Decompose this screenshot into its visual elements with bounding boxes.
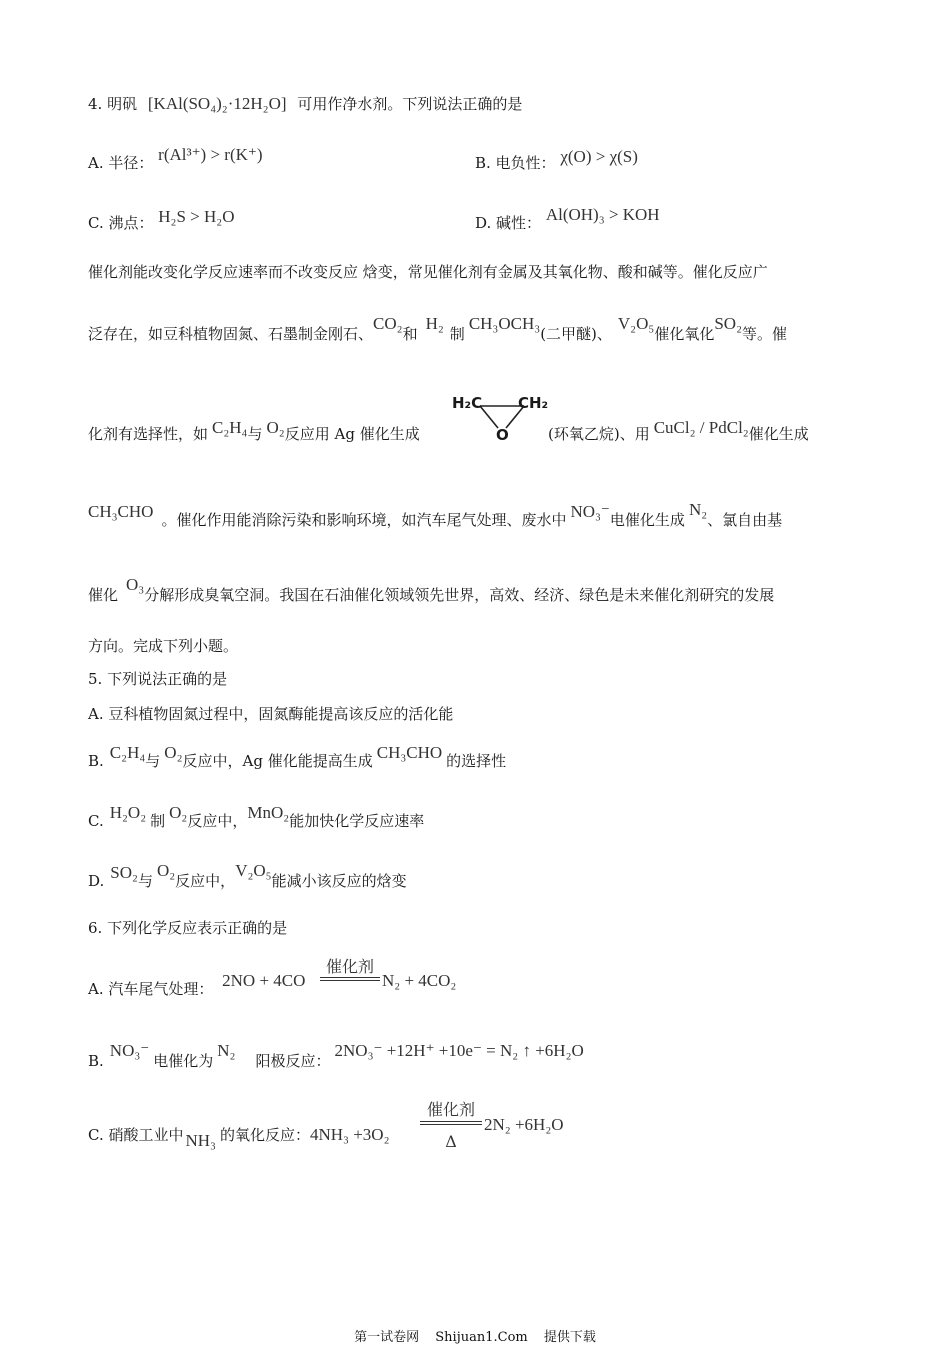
text: 阳极反应： — [255, 1052, 331, 1070]
text: 催化氧化 — [654, 325, 715, 343]
q4-stem-suffix: 可用作净水剂。下列说法正确的是 — [297, 95, 523, 113]
epoxide-right-label: CH₂ — [518, 394, 549, 412]
text: 和 — [402, 325, 418, 343]
formula-o3: O₃ — [126, 575, 145, 594]
text: (二甲醚)、 — [540, 325, 612, 343]
option-label: C. — [88, 812, 104, 830]
q6-c-heat-label: Δ — [445, 1132, 457, 1151]
epoxide-oxygen-label: O — [496, 426, 509, 444]
text: 反应用 Ag 催化生成 — [284, 425, 420, 443]
formula-v2o5: V₂O₅ — [235, 861, 272, 880]
q5-option-a[interactable]: A. 豆科植物固氮过程中，固氮酶能提高该反应的活化能 — [88, 705, 454, 723]
formula-n2: N₂ — [217, 1041, 236, 1060]
q4-option-d[interactable] — [475, 205, 660, 233]
formula-ch3cho: CH₃CHO — [376, 743, 443, 762]
option-expr: Al(OH)₃ > KOH — [545, 205, 660, 224]
epoxide-structure — [452, 394, 552, 444]
equation-left: 2NO + 4CO — [222, 971, 306, 990]
formula-no3: NO₃⁻ — [109, 1041, 150, 1060]
passage-line-3 — [88, 418, 420, 444]
formula-cucl2-pdcl2: CuCl₂ / PdCl₂ — [653, 418, 749, 437]
option-expr: r(Al³⁺) > r(K⁺) — [158, 145, 263, 164]
text: 能减小该反应的焓变 — [271, 872, 407, 890]
option-expr: H₂S > H₂O — [158, 207, 235, 226]
equation-left: 4NH₃ +3O₂ — [309, 1125, 390, 1144]
passage-line-6: 方向。完成下列小题。 — [88, 637, 239, 655]
formula-co2: CO₂ — [373, 314, 403, 333]
text: 的选择性 — [446, 752, 507, 770]
formula-nh3: NH₃ — [185, 1131, 216, 1150]
formula-h2: H₂ — [425, 314, 444, 333]
q6-a-catalyst-label: 催化剂 — [325, 957, 374, 976]
text: 与 — [145, 752, 161, 770]
q6-c-catalyst-label: 催化剂 — [426, 1100, 475, 1119]
text: 泛存在，如豆科植物固氮、石墨制金刚石、 — [88, 325, 374, 343]
q5-stem: 5. 下列说法正确的是 — [88, 670, 228, 688]
text: 分解形成臭氧空洞。我国在石油催化领域领先世界，高效、经济、绿色是未来催化剂研究的发展 — [144, 586, 775, 604]
q4-option-c[interactable] — [88, 207, 235, 233]
text: 的氧化反应： — [219, 1126, 310, 1144]
text: 制 — [449, 325, 465, 343]
q4-option-b[interactable] — [475, 147, 638, 173]
formula-so2: SO₂ — [714, 314, 743, 333]
q6-option-c[interactable] — [88, 1125, 390, 1150]
formula-so2: SO₂ — [110, 863, 138, 882]
q4-stem — [88, 94, 522, 114]
q6-stem: 6. 下列化学反应表示正确的是 — [88, 919, 288, 937]
option-label: B. — [88, 1052, 104, 1070]
q6-option-b[interactable] — [88, 1041, 584, 1071]
q4-option-a[interactable] — [88, 145, 263, 173]
equation-right: N₂ + 4CO₂ — [382, 971, 457, 990]
q6-a-equal-sign — [320, 977, 380, 981]
text: (环氧乙烷)、用 — [548, 425, 650, 443]
text: 与 — [247, 425, 263, 443]
epoxide-left-label: H₂C — [452, 394, 483, 412]
text: 催化生成 — [748, 425, 809, 443]
option-expr: χ(O) > χ(S) — [560, 147, 638, 166]
text: 能加快化学反应速率 — [289, 812, 425, 830]
passage-line-3b — [548, 418, 809, 444]
formula-n2: N₂ — [688, 500, 708, 519]
option-label: D. 碱性： — [475, 214, 542, 232]
formula-mno2: MnO₂ — [247, 803, 290, 822]
footer-site-link[interactable]: Shijuan1.Com — [435, 1330, 528, 1345]
footer-download-text: 提供下载 — [543, 1330, 596, 1345]
option-label: C. 硝酸工业中 — [88, 1126, 184, 1144]
formula-c2h4: C₂H₄ — [212, 418, 248, 437]
option-label: A. 汽车尾气处理： — [88, 980, 214, 998]
q5-option-b[interactable] — [88, 743, 507, 771]
passage-line-5 — [88, 575, 775, 605]
text: 反应中， — [187, 812, 248, 830]
formula-o2: O₂ — [156, 861, 176, 880]
q6-option-a[interactable] — [88, 971, 306, 999]
q5-option-c[interactable] — [88, 803, 425, 831]
text: 电催化生成 — [609, 511, 685, 529]
text: 化剂有选择性，如 — [88, 425, 209, 443]
passage-line-2 — [88, 314, 788, 344]
text: 制 — [150, 812, 166, 830]
text: 与 — [137, 872, 153, 890]
formula-v2o5: V₂O₅ — [617, 314, 655, 333]
formula-o2: O₂ — [169, 803, 188, 822]
text: 催化 — [88, 586, 119, 604]
equation-right: 2N₂ +6H₂O — [484, 1115, 564, 1134]
q6-c-right — [484, 1115, 564, 1135]
option-label: D. — [88, 872, 105, 890]
formula-no3: NO₃⁻ — [570, 502, 610, 521]
option-label: C. 沸点： — [88, 214, 154, 232]
formula-o2: O₂ — [164, 743, 183, 762]
q4-stem-prefix: 4. 明矾 — [88, 95, 138, 113]
option-label: B. 电负性： — [475, 154, 556, 172]
footer-site-name: 第一试卷网 — [354, 1330, 420, 1345]
formula-c2h4: C₂H₄ — [109, 743, 146, 762]
option-label: A. 半径： — [88, 154, 154, 172]
text: 反应中，Ag 催化能提高生成 — [182, 752, 373, 770]
formula-ch3cho: CH₃CHO — [88, 502, 154, 521]
text: 。催化作用能消除污染和影响环境，如汽车尾气处理、废水中 — [161, 511, 567, 529]
text: 等。催 — [742, 325, 788, 343]
q6-c-equal-sign — [420, 1121, 482, 1125]
text: 、氯自由基 — [707, 511, 783, 529]
anode-equation: 2NO₃⁻ +12H⁺ +10e⁻ = N₂ ↑ +6H₂O — [334, 1041, 584, 1060]
formula-ch3och3: CH₃OCH₃ — [468, 314, 541, 333]
text: 电催化为 — [153, 1052, 214, 1070]
page-footer — [0, 1326, 950, 1345]
q5-option-d[interactable] — [88, 861, 407, 891]
formula-o2: O₂ — [266, 418, 285, 437]
passage-line-1: 催化剂能改变化学反应速率而不改变反应 焓变，常见催化剂有金属及其氧化物、酸和碱等。催化反应广 — [88, 263, 768, 281]
q6-a-right — [382, 971, 456, 991]
text: 反应中， — [175, 872, 236, 890]
option-label: B. — [88, 752, 104, 770]
q4-formula: [KAl(SO₄)₂·12H₂O] — [147, 94, 287, 113]
passage-line-4 — [88, 500, 783, 530]
formula-h2o2: H₂O₂ — [109, 803, 147, 822]
